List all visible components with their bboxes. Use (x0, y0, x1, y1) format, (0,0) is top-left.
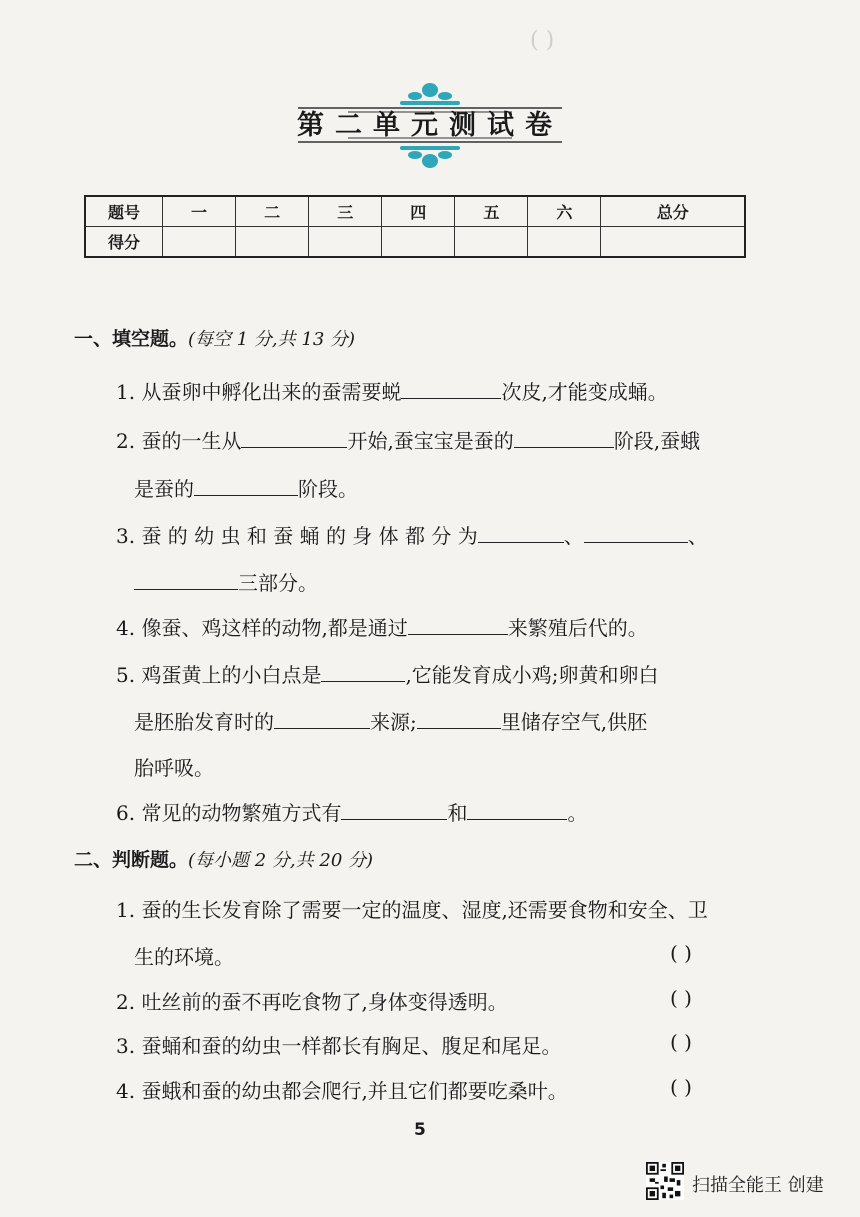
answer-blank[interactable] (584, 524, 688, 543)
s1-q3-text: 三部分。 (238, 571, 318, 595)
s1-q2-text: 阶段,蚕蛾 (613, 429, 701, 453)
s1-q5-text: 里储存空气,供胚 (500, 710, 648, 734)
score-header-cell: 题号 (85, 196, 163, 227)
s1-q2-text: 开始,蚕宝宝是蚕的 (347, 429, 514, 453)
page-title: 第二单元测试卷 (297, 110, 563, 141)
qr-code-icon (646, 1162, 684, 1200)
score-header-cell: 二 (236, 196, 309, 227)
s1-question-3 (116, 520, 708, 549)
s2-question-1-cont (134, 941, 234, 970)
score-header-cell: 一 (163, 196, 236, 227)
title-ornament-bottom (288, 136, 572, 172)
s2-q3-text: 3. 蚕蛹和蚕的幼虫一样都长有胸足、腹足和尾足。 (116, 1034, 562, 1058)
section2-title: 二、判断题。 (74, 849, 189, 871)
answer-blank[interactable] (341, 801, 447, 820)
s2-q1-text: 生的环境。 (134, 945, 234, 969)
answer-blank[interactable] (274, 710, 370, 729)
score-header-cell: 五 (455, 196, 528, 227)
s1-q4-text: 4. 像蚕、鸡这样的动物,都是通过 (116, 616, 408, 640)
s2-q4-text: 4. 蚕蛾和蚕的幼虫都会爬行,并且它们都要吃桑叶。 (116, 1079, 568, 1103)
s1-question-1 (116, 376, 668, 405)
answer-blank[interactable] (321, 663, 405, 682)
s1-question-4 (116, 612, 648, 641)
answer-blank[interactable] (408, 616, 508, 635)
score-header-cell: 六 (528, 196, 601, 227)
s1-q5-text: ,它能发育成小鸡;卵黄和卵白 (405, 663, 659, 687)
s1-q3-text: 、 (687, 524, 708, 548)
s1-question-3-cont (134, 567, 318, 596)
score-table-score-row (85, 227, 745, 258)
answer-paren[interactable]: ( ) (670, 941, 692, 965)
score-cell[interactable] (382, 227, 455, 258)
score-table-header-row (85, 196, 745, 227)
score-cell[interactable] (528, 227, 601, 258)
section1-heading (74, 324, 355, 351)
s1-question-5-cont (134, 706, 647, 735)
answer-paren[interactable]: ( ) (670, 1075, 692, 1099)
bleed-through-text: ( ) (530, 28, 555, 53)
s2-q2-text: 2. 吐丝前的蚕不再吃食物了,身体变得透明。 (116, 990, 508, 1014)
score-header-cell: 四 (382, 196, 455, 227)
answer-blank[interactable] (241, 429, 347, 448)
s1-q1-text: 1. 从蚕卵中孵化出来的蚕需要蜕 (116, 380, 402, 404)
section2-heading (74, 845, 373, 872)
s1-q2-text: 是蚕的 (134, 477, 194, 501)
score-cell[interactable] (601, 227, 745, 258)
answer-blank[interactable] (134, 571, 238, 590)
s2-question-2 (116, 986, 508, 1015)
s1-q2-text: 2. 蚕的一生从 (116, 429, 242, 453)
s1-q5-text: 来源; (370, 710, 417, 734)
score-header-cell: 三 (309, 196, 382, 227)
score-header-cell: 总分 (601, 196, 745, 227)
s1-question-2-cont (134, 473, 358, 502)
answer-blank[interactable] (417, 710, 501, 729)
score-row-label: 得分 (85, 227, 163, 258)
score-cell[interactable] (236, 227, 309, 258)
s1-q1-text: 次皮,才能变成蛹。 (501, 380, 668, 404)
s1-q5-text: 胎呼吸。 (134, 756, 214, 780)
s1-q3-text: 3. 蚕 的 幼 虫 和 蚕 蛹 的 身 体 都 分 为 (116, 524, 478, 548)
scanner-watermark: 扫描全能王 创建 (692, 1175, 824, 1196)
s1-q6-text: 。 (567, 801, 588, 825)
answer-blank[interactable] (514, 429, 614, 448)
section1-title: 一、填空题。 (74, 328, 189, 350)
score-cell[interactable] (163, 227, 236, 258)
s2-question-1 (116, 894, 708, 923)
answer-paren[interactable]: ( ) (670, 1030, 692, 1054)
s1-q2-text: 阶段。 (298, 477, 358, 501)
s1-question-2 (116, 425, 700, 454)
answer-blank[interactable] (401, 380, 501, 399)
s2-question-4 (116, 1075, 568, 1104)
answer-blank[interactable] (478, 524, 564, 543)
answer-paren[interactable]: ( ) (670, 986, 692, 1010)
s2-q1-text: 1. 蚕的生长发育除了需要一定的温度、湿度,还需要食物和安全、卫 (116, 898, 708, 922)
s1-q6-text: 6. 常见的动物繁殖方式有 (116, 801, 342, 825)
s1-question-5-cont2 (134, 752, 214, 781)
answer-blank[interactable] (194, 477, 298, 496)
s1-question-6 (116, 797, 587, 826)
s1-q5-text: 是胚胎发育时的 (134, 710, 274, 734)
section1-note: (每空 1 分,共 13 分) (188, 329, 356, 350)
answer-blank[interactable] (467, 801, 567, 820)
section2-note: (每小题 2 分,共 20 分) (188, 850, 374, 871)
page-number: 5 (414, 1120, 426, 1140)
score-table (84, 195, 746, 258)
s1-q5-text: 5. 鸡蛋黄上的小白点是 (116, 663, 322, 687)
s1-q3-text: 、 (563, 524, 584, 548)
score-cell[interactable] (309, 227, 382, 258)
s2-question-3 (116, 1030, 561, 1059)
s1-question-5 (116, 659, 659, 688)
score-cell[interactable] (455, 227, 528, 258)
s1-q4-text: 来繁殖后代的。 (507, 616, 648, 640)
s1-q6-text: 和 (447, 801, 468, 825)
